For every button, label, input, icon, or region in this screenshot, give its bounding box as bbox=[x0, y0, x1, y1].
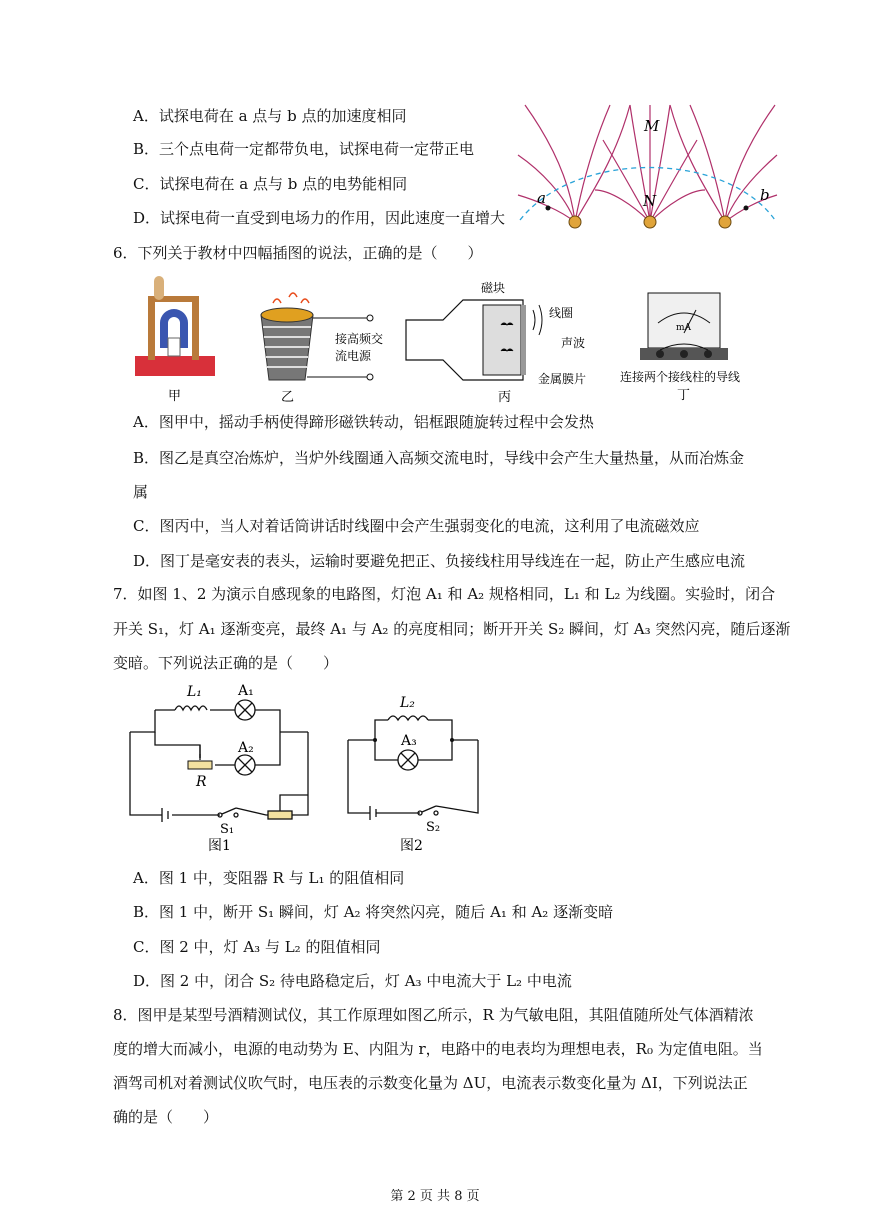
q5-option-c: C．试探电荷在 a 点与 b 点的电势能相同 bbox=[133, 175, 408, 193]
label-R: R bbox=[196, 774, 207, 790]
q8-stem-line3: 酒驾司机对着测试仪吹气时，电压表的示数变化量为 ΔU，电流表示数变化量为 ΔI，下列说法正 bbox=[113, 1074, 748, 1092]
q7-stem-line2: 开关 S₁，灯 A₁ 逐渐变亮，最终 A₁ 与 A₂ 的亮度相同；断开开关 S₂ 瞬间，灯 A₃ 突然闪亮，随后逐渐 bbox=[113, 620, 791, 638]
caption-yi: 乙 bbox=[281, 390, 295, 403]
label-A2: A₂ bbox=[238, 740, 254, 756]
label-ma: mA bbox=[676, 323, 692, 333]
label-coil: 线圈 bbox=[549, 306, 574, 320]
q8-stem-line2: 度的增大而减小，电源的电动势为 E、内阻为 r，电路中的电表均为理想电表，R₀ 为定值电阻。当 bbox=[113, 1040, 763, 1058]
caption-fig2: 图2 bbox=[400, 838, 423, 854]
q6-stem: 6．下列关于教材中四幅插图的说法，正确的是（ ） bbox=[113, 244, 483, 262]
label-a: a bbox=[537, 189, 546, 207]
q7-option-b: B．图 1 中，断开 S₁ 瞬间，灯 A₂ 将突然闪亮，随后 A₁ 和 A₂ 逐渐变暗 bbox=[133, 903, 614, 921]
q7-option-a: A．图 1 中，变阻器 R 与 L₁ 的阻值相同 bbox=[133, 869, 405, 887]
caption-bing: 丙 bbox=[498, 390, 512, 405]
label-N: N bbox=[643, 192, 657, 210]
q5-option-b: B．三个点电荷一定都带负电，试探电荷一定带正电 bbox=[133, 140, 475, 158]
label-L2: L₂ bbox=[400, 695, 415, 711]
label-membrane: 金属膜片 bbox=[538, 372, 587, 386]
page-footer: 第 2 页 共 8 页 bbox=[390, 1189, 480, 1204]
q6-option-b-line2: 属 bbox=[133, 483, 149, 501]
q6-option-a: A．图甲中，摇动手柄使得蹄形磁铁转动，铝框跟随旋转过程中会发热 bbox=[133, 413, 594, 431]
q5-option-d: D．试探电荷一直受到电场力的作用，因此速度一直增大 bbox=[133, 209, 506, 227]
q6-option-d: D．图丁是毫安表的表头，运输时要避免把正、负接线柱用导线连在一起，防止产生感应电流 bbox=[133, 552, 746, 570]
figure-jia bbox=[130, 268, 225, 403]
label-A3: A₃ bbox=[401, 733, 417, 749]
q8-stem-line1: 8．图甲是某型号酒精测试仪，其工作原理如图乙所示，R 为气敏电阻，其阻值随所处气体酒精浓 bbox=[113, 1006, 754, 1024]
caption-fig1: 图1 bbox=[208, 838, 231, 854]
label-wire: 连接两个接线柱的导线 bbox=[620, 370, 741, 384]
q6-option-b-line1: B．图乙是真空冶炼炉，当炉外线圈通入高频交流电时，导线中会产生大量热量，从而冶炼金 bbox=[133, 449, 745, 467]
q5-option-a: A．试探电荷在 a 点与 b 点的加速度相同 bbox=[133, 107, 407, 125]
label-b: b bbox=[760, 186, 770, 204]
label-S2: S₂ bbox=[426, 820, 441, 835]
label-hf-source-1: 接高频交 bbox=[335, 332, 384, 346]
caption-ding: 丁 bbox=[677, 388, 691, 403]
label-magnet: 磁块 bbox=[481, 281, 506, 295]
label-L1: L₁ bbox=[187, 684, 202, 700]
q7-stem-line1: 7．如图 1、2 为演示自感现象的电路图，灯泡 A₁ 和 A₂ 规格相同，L₁ 和 L₂ 为线圈。实验时，闭合 bbox=[113, 585, 776, 603]
figure-yi bbox=[243, 285, 403, 403]
q7-stem-line3: 变暗。下列说法正确的是（ ） bbox=[113, 654, 339, 672]
q6-option-c: C．图丙中，当人对着话筒讲话时线圈中会产生强弱变化的电流，这利用了电流磁效应 bbox=[133, 517, 700, 535]
q7-option-d: D．图 2 中，闭合 S₂ 待电路稳定后，灯 A₃ 中电流大于 L₂ 中电流 bbox=[133, 972, 572, 990]
circuit-figure-2 bbox=[340, 690, 490, 855]
label-A1: A₁ bbox=[238, 683, 254, 699]
label-hf-source-2: 流电源 bbox=[335, 349, 372, 363]
q8-stem-line4: 确的是（ ） bbox=[113, 1108, 219, 1126]
figure-bing bbox=[403, 275, 618, 405]
label-M: M bbox=[644, 117, 660, 135]
caption-jia: 甲 bbox=[168, 389, 182, 403]
circuit-figure-1 bbox=[120, 680, 320, 855]
electric-field-figure bbox=[515, 100, 780, 230]
label-S1: S₁ bbox=[220, 822, 235, 837]
label-sound: 声波 bbox=[561, 336, 586, 350]
q7-option-c: C．图 2 中，灯 A₃ 与 L₂ 的阻值相同 bbox=[133, 938, 381, 956]
figure-ding bbox=[610, 288, 770, 403]
